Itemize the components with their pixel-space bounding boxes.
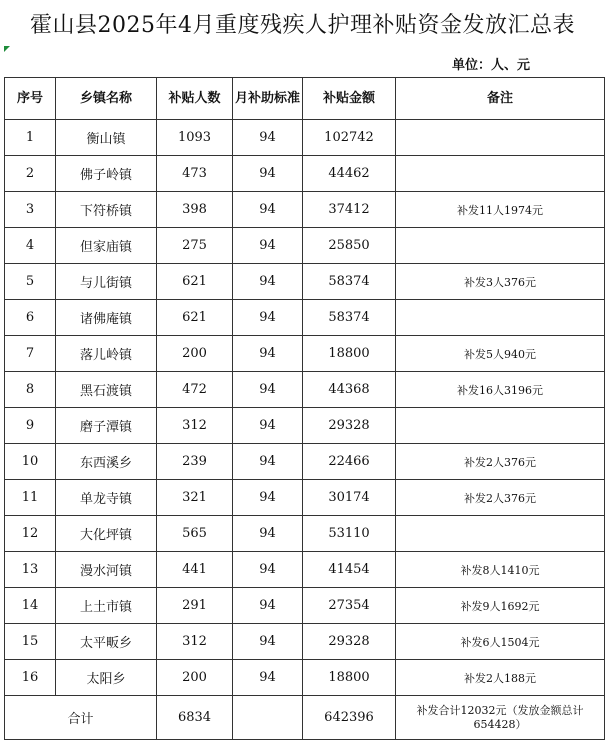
total-amount: 642396 — [303, 696, 396, 740]
cell-note: 补发2人188元 — [396, 660, 605, 696]
cell-note: 补发11人1974元 — [396, 192, 605, 228]
cell-standard: 94 — [233, 624, 303, 660]
cell-note — [396, 516, 605, 552]
cell-no: 3 — [5, 192, 56, 228]
cell-amount: 27354 — [303, 588, 396, 624]
cell-no: 12 — [5, 516, 56, 552]
cell-standard: 94 — [233, 408, 303, 444]
cell-town: 大化坪镇 — [56, 516, 157, 552]
cell-note — [396, 408, 605, 444]
cell-amount: 22466 — [303, 444, 396, 480]
cell-town: 诸佛庵镇 — [56, 300, 157, 336]
table-row — [5, 120, 605, 156]
cell-town: 衡山镇 — [56, 120, 157, 156]
cell-no: 9 — [5, 408, 56, 444]
table-row — [5, 588, 605, 624]
header-town: 乡镇名称 — [56, 78, 157, 120]
cell-no: 7 — [5, 336, 56, 372]
cell-standard: 94 — [233, 192, 303, 228]
cell-no: 1 — [5, 120, 56, 156]
cell-standard: 94 — [233, 588, 303, 624]
cell-amount: 44368 — [303, 372, 396, 408]
cell-no: 6 — [5, 300, 56, 336]
total-note: 补发合计12032元（发放金额总计654428） — [396, 696, 605, 740]
cell-town: 磨子潭镇 — [56, 408, 157, 444]
cell-note — [396, 120, 605, 156]
cell-count: 621 — [157, 300, 233, 336]
header-no: 序号 — [5, 78, 56, 120]
cell-no: 13 — [5, 552, 56, 588]
cell-town: 但家庙镇 — [56, 228, 157, 264]
cell-amount: 58374 — [303, 264, 396, 300]
cell-standard: 94 — [233, 660, 303, 696]
cell-count: 321 — [157, 480, 233, 516]
cell-count: 200 — [157, 660, 233, 696]
cell-amount: 41454 — [303, 552, 396, 588]
cell-town: 与儿街镇 — [56, 264, 157, 300]
total-standard — [233, 696, 303, 740]
cell-count: 473 — [157, 156, 233, 192]
cell-note: 补发6人1504元 — [396, 624, 605, 660]
summary-table — [4, 77, 605, 740]
cell-standard: 94 — [233, 156, 303, 192]
table-row — [5, 156, 605, 192]
cell-amount: 37412 — [303, 192, 396, 228]
cell-amount: 29328 — [303, 408, 396, 444]
cell-town: 太阳乡 — [56, 660, 157, 696]
cell-count: 312 — [157, 408, 233, 444]
table-row — [5, 480, 605, 516]
cell-note: 补发3人376元 — [396, 264, 605, 300]
header-note: 备注 — [396, 78, 605, 120]
cell-standard: 94 — [233, 336, 303, 372]
cell-no: 8 — [5, 372, 56, 408]
table-row — [5, 624, 605, 660]
table-row — [5, 444, 605, 480]
cell-note — [396, 228, 605, 264]
table-row — [5, 660, 605, 696]
cell-no: 11 — [5, 480, 56, 516]
cell-amount: 18800 — [303, 336, 396, 372]
total-label: 合计 — [5, 696, 157, 740]
cell-town: 落儿岭镇 — [56, 336, 157, 372]
cell-standard: 94 — [233, 300, 303, 336]
cell-no: 4 — [5, 228, 56, 264]
cell-count: 275 — [157, 228, 233, 264]
cell-town: 黑石渡镇 — [56, 372, 157, 408]
table-row — [5, 264, 605, 300]
table-row — [5, 336, 605, 372]
cell-count: 200 — [157, 336, 233, 372]
cell-note: 补发2人376元 — [396, 480, 605, 516]
cell-note: 补发16人3196元 — [396, 372, 605, 408]
table-row — [5, 192, 605, 228]
cell-no: 14 — [5, 588, 56, 624]
cell-count: 565 — [157, 516, 233, 552]
cell-amount: 44462 — [303, 156, 396, 192]
cell-count: 621 — [157, 264, 233, 300]
cell-note: 补发5人940元 — [396, 336, 605, 372]
cell-town: 漫水河镇 — [56, 552, 157, 588]
document-title: 霍山县2025年4月重度残疾人护理补贴资金发放汇总表 — [30, 13, 575, 38]
cell-count: 398 — [157, 192, 233, 228]
cell-count: 472 — [157, 372, 233, 408]
cell-note — [396, 156, 605, 192]
cell-amount: 25850 — [303, 228, 396, 264]
cell-no: 15 — [5, 624, 56, 660]
cell-town: 下符桥镇 — [56, 192, 157, 228]
cell-standard: 94 — [233, 480, 303, 516]
header-amount: 补贴金额 — [303, 78, 396, 120]
table-row — [5, 372, 605, 408]
cell-note: 补发9人1692元 — [396, 588, 605, 624]
cell-standard: 94 — [233, 552, 303, 588]
cell-town: 东西溪乡 — [56, 444, 157, 480]
header-row — [5, 78, 605, 120]
table-row — [5, 228, 605, 264]
cell-amount: 102742 — [303, 120, 396, 156]
cell-standard: 94 — [233, 228, 303, 264]
table-row — [5, 516, 605, 552]
cell-town: 单龙寺镇 — [56, 480, 157, 516]
unit-label: 单位：人、元 — [452, 58, 531, 73]
cell-town: 上土市镇 — [56, 588, 157, 624]
cell-no: 10 — [5, 444, 56, 480]
cell-standard: 94 — [233, 264, 303, 300]
cell-no: 16 — [5, 660, 56, 696]
cell-no: 5 — [5, 264, 56, 300]
header-standard: 月补助标准 — [233, 78, 303, 120]
cell-count: 291 — [157, 588, 233, 624]
total-count: 6834 — [157, 696, 233, 740]
cell-count: 239 — [157, 444, 233, 480]
cell-note: 补发8人1410元 — [396, 552, 605, 588]
table-row — [5, 408, 605, 444]
cell-note — [396, 300, 605, 336]
cell-count: 312 — [157, 624, 233, 660]
cell-amount: 29328 — [303, 624, 396, 660]
header-count: 补贴人数 — [157, 78, 233, 120]
table-row — [5, 300, 605, 336]
table-row — [5, 552, 605, 588]
cell-count: 1093 — [157, 120, 233, 156]
cell-standard: 94 — [233, 444, 303, 480]
cell-standard: 94 — [233, 516, 303, 552]
cell-amount: 30174 — [303, 480, 396, 516]
cell-standard: 94 — [233, 120, 303, 156]
cell-town: 太平畈乡 — [56, 624, 157, 660]
cell-selection-marker — [4, 46, 10, 52]
cell-amount: 18800 — [303, 660, 396, 696]
cell-count: 441 — [157, 552, 233, 588]
cell-amount: 58374 — [303, 300, 396, 336]
cell-standard: 94 — [233, 372, 303, 408]
cell-town: 佛子岭镇 — [56, 156, 157, 192]
cell-note: 补发2人376元 — [396, 444, 605, 480]
cell-amount: 53110 — [303, 516, 396, 552]
cell-no: 2 — [5, 156, 56, 192]
total-row — [5, 696, 605, 740]
